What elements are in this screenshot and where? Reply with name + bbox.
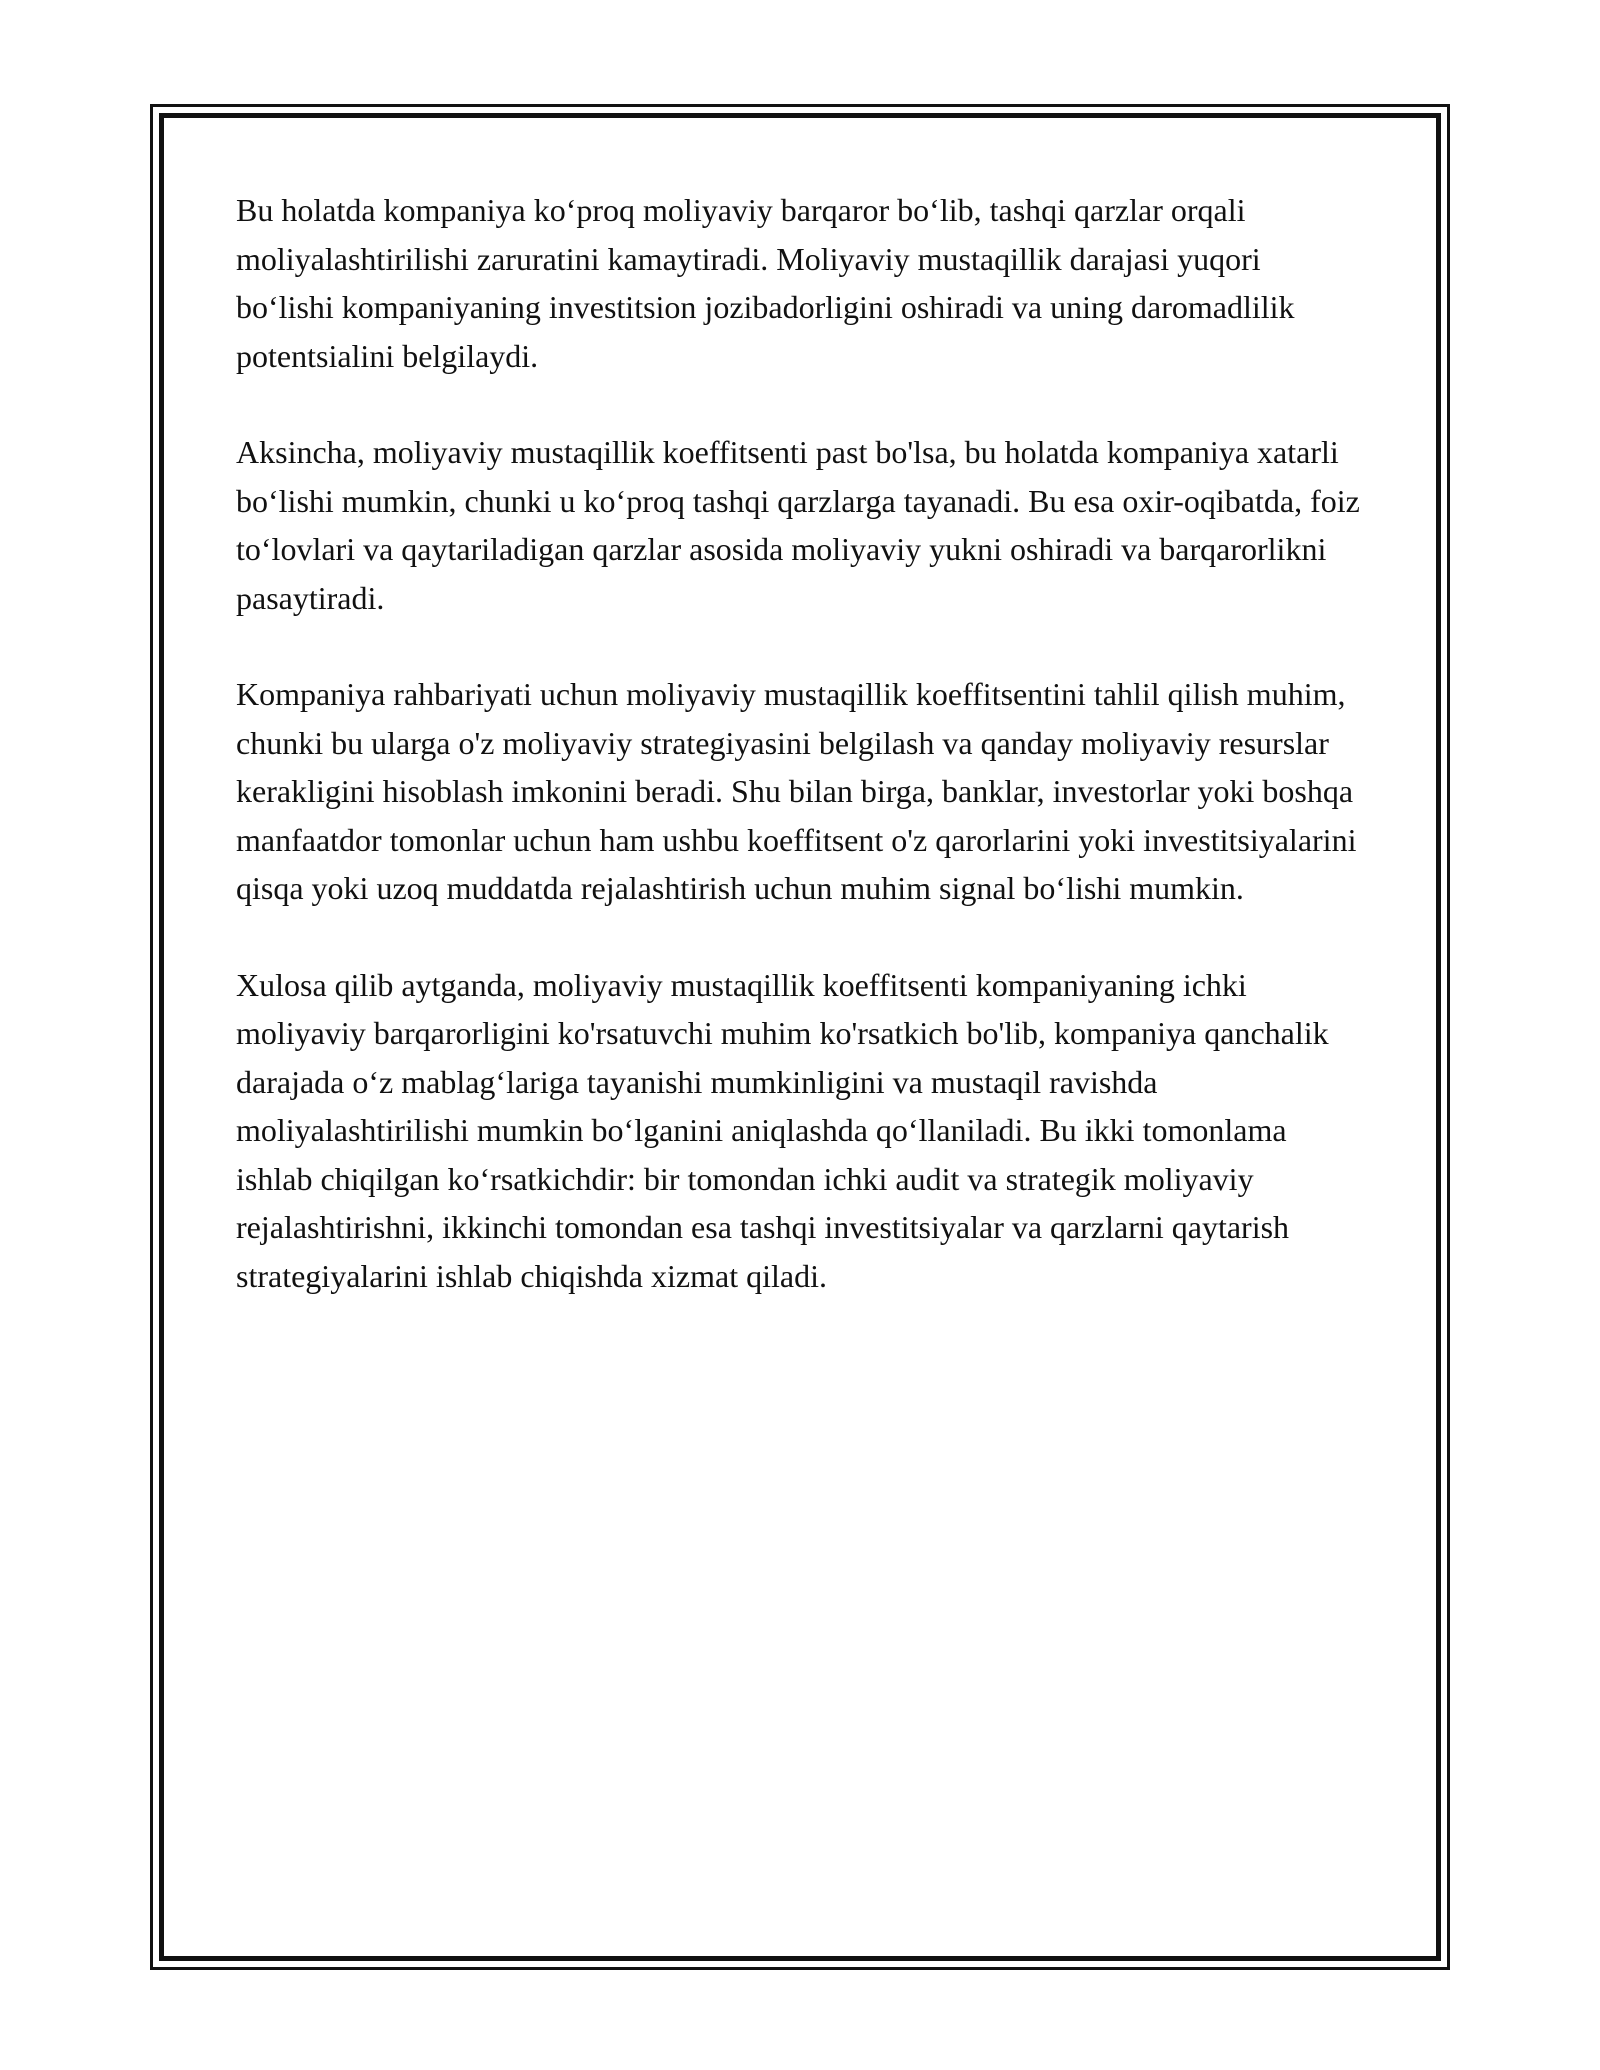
paragraph-3: Kompaniya rahbariyati uchun moliyaviy mustaqillik koeffitsentini tahlil qilish muhim, chunki bu ularga o'z moliyaviy strategiyasini belgilash va qanday moliyaviy resurslar kerakligini hisoblash imkonini beradi. Shu bilan birga, banklar, investorlar yoki boshqa manfaatdor tomonlar uchun ham ushbu koeffitsent o'z qarorlarini yoki investitsiyalarini qisqa yoki uzoq muddatda rejalashtirish uchun muhim signal boʻlishi mumkin. bbox=[236, 676, 1357, 906]
paragraph-4: Xulosa qilib aytganda, moliyaviy mustaqillik koeffitsenti kompaniyaning ichki moliyaviy barqarorligini ko'rsatuvchi muhim ko'rsatkich bo'lib, kompaniya qanchalik darajada oʻz mablagʻlariga tayanishi mumkinligini va mustaqil ravishda moliyalashtirilishi mumkin boʻlganini aniqlashda qoʻllaniladi. Bu ikki tomonlama ishlab chiqilgan koʻrsatkichdir: bir tomondan ichki audit va strategik moliyaviy rejalashtirishni, ikkinchi tomondan esa tashqi investitsiyalar va qarzlarni qaytarish strategiyalarini ishlab chiqishda xizmat qiladi. bbox=[236, 966, 1329, 1294]
document-body bbox=[236, 186, 1366, 1348]
paragraph-2: Aksincha, moliyaviy mustaqillik koeffitsenti past bo'lsa, bu holatda kompaniya xatarli boʻlishi mumkin, chunki u koʻproq tashqi qarzlarga tayanadi. Bu esa oxir-oqibatda, foiz toʻlovlari va qaytariladigan qarzlar asosida moliyaviy yukni oshiradi va barqarorlikni pasaytiradi. bbox=[236, 434, 1360, 616]
paragraph-1: Bu holatda kompaniya koʻproq moliyaviy barqaror boʻlib, tashqi qarzlar orqali moliyalashtirilishi zaruratini kamaytiradi. Moliyaviy mustaqillik darajasi yuqori boʻlishi kompaniyaning investitsion jozibadorligini oshiradi va uning daromadlilik potentsialini belgilaydi. bbox=[236, 192, 1295, 374]
